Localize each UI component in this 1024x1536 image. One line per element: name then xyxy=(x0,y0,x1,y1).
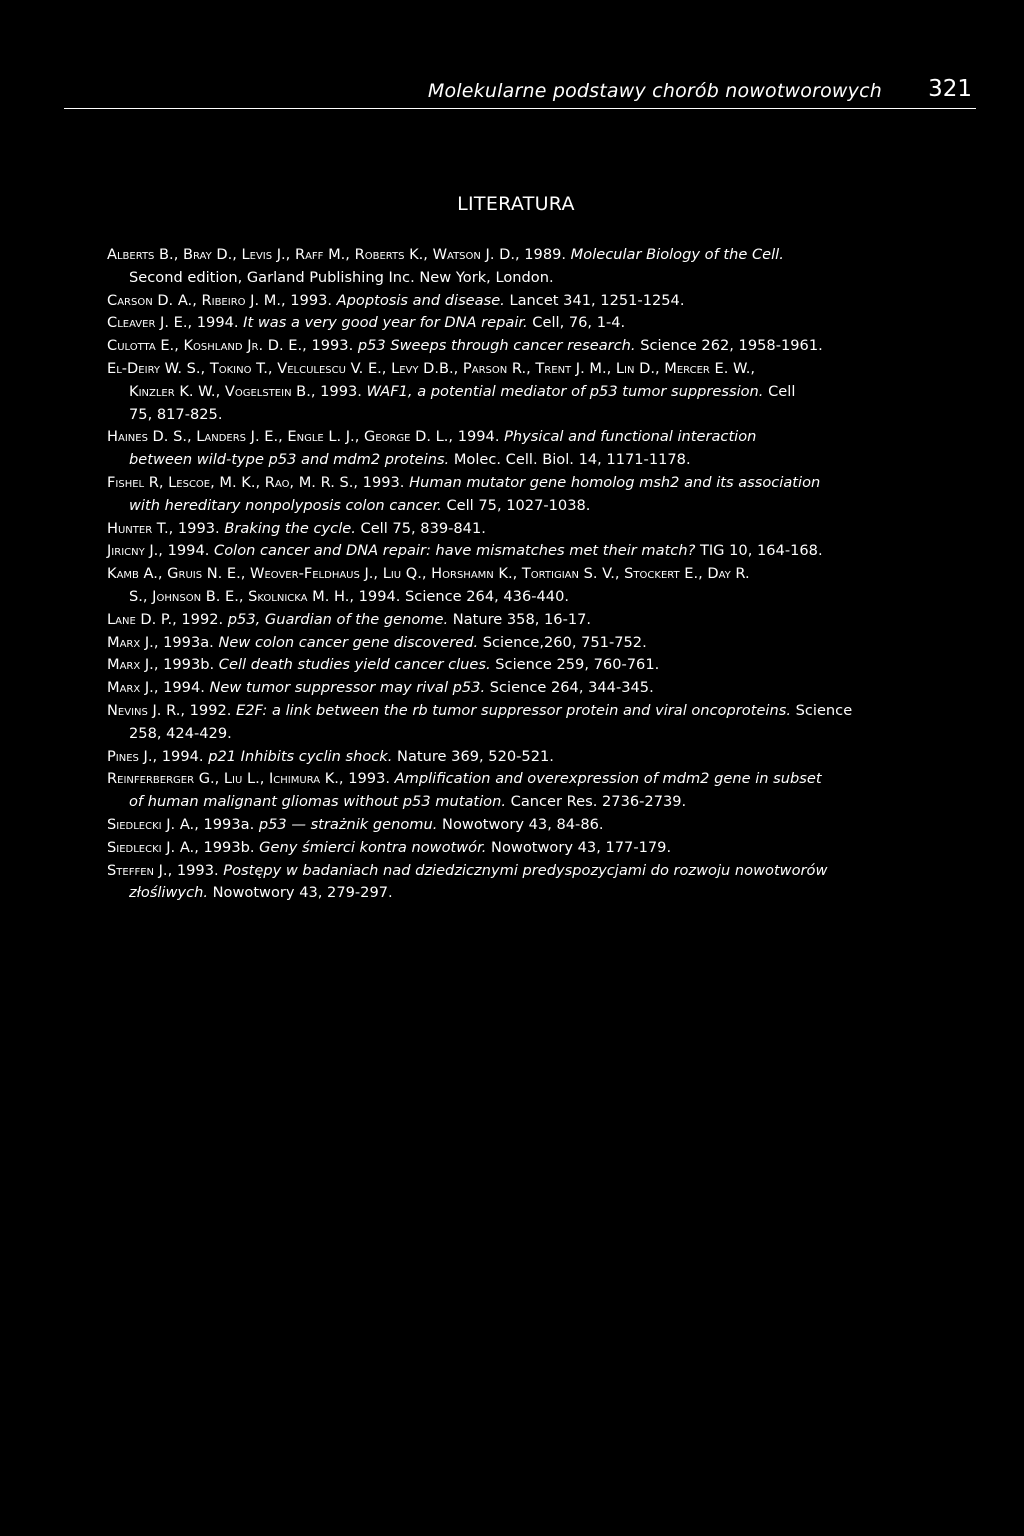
reference-title: p53 — strażnik genomu. xyxy=(258,815,438,833)
reference-authors: Nevins J. R., xyxy=(107,701,190,719)
reference-text: 1994. xyxy=(457,428,505,446)
reference-title: New tumor suppressor may rival p53. xyxy=(209,679,486,697)
reference-title: Physical and functional interaction xyxy=(504,428,757,446)
reference-text: Lancet 341, 1251-1254. xyxy=(504,291,685,309)
reference-text: Cell xyxy=(763,382,796,400)
reference-entry xyxy=(107,426,987,472)
reference-authors: Pines J., xyxy=(107,747,162,765)
reference-title: Molecular Biology of the Cell. xyxy=(570,246,784,263)
reference-text: 1993a. xyxy=(163,633,219,651)
reference-authors: El-Deiry W. S., Tokino T., Velculescu V. E., Levy D.B., Parson R., Trent J. M., Lin D., Mercer E. W., xyxy=(107,359,756,377)
reference-authors: Siedlecki J. A., xyxy=(107,838,204,856)
reference-text: Second edition, Garland Publishing Inc. New York, London. xyxy=(129,268,554,286)
reference-authors: Hunter T., xyxy=(107,519,178,537)
reference-text: Nature 358, 16-17. xyxy=(448,610,592,628)
reference-text: 75, 817-825. xyxy=(129,405,223,423)
page-number: 321 xyxy=(928,76,972,102)
reference-text: 1993. xyxy=(348,770,395,788)
reference-authors: Culotta E., Koshland Jr. D. E., xyxy=(107,337,312,355)
reference-text: Science 262, 1958-1961. xyxy=(635,337,823,355)
reference-entry xyxy=(107,358,987,426)
reference-entry xyxy=(107,563,987,609)
reference-authors: Marx J., xyxy=(107,633,164,651)
reference-text: 1994. xyxy=(196,314,244,332)
reference-title: Apoptosis and disease. xyxy=(336,291,505,309)
reference-text: 1992. xyxy=(181,610,228,628)
reference-title: Cell death studies yield cancer clues. xyxy=(218,656,491,674)
reference-title: between wild-type p53 and mdm2 proteins. xyxy=(129,451,450,469)
reference-authors: Marx J., xyxy=(107,679,164,697)
reference-authors: S., Johnson B. E., Skolnicka M. H., xyxy=(129,587,359,605)
reference-authors: Cleaver J. E., xyxy=(107,314,197,332)
reference-list xyxy=(107,244,987,905)
reference-title: WAF1, a potential mediator of p53 tumor suppression. xyxy=(366,382,764,400)
reference-text: Science 259, 760-761. xyxy=(490,656,660,674)
reference-authors: Carson D. A., Ribeiro J. M., xyxy=(107,291,291,309)
reference-authors: Jiricny J., xyxy=(107,542,168,560)
reference-title: E2F: a link between the rb tumor suppressor protein and viral oncoproteins. xyxy=(236,701,791,719)
reference-entry xyxy=(107,335,987,358)
reference-text: Nowotwory 43, 84-86. xyxy=(437,815,604,833)
reference-title: p53, Guardian of the genome. xyxy=(227,610,449,628)
reference-entry xyxy=(107,700,987,746)
reference-text: Cell, 76, 1-4. xyxy=(527,314,626,332)
reference-authors: Haines D. S., Landers J. E., Engle L. J., George D. L., xyxy=(107,428,458,446)
reference-authors: Kinzler K. W., Vogelstein B., xyxy=(129,382,321,400)
reference-text: Nature 369, 520-521. xyxy=(392,747,554,765)
reference-text: 1993a. xyxy=(203,815,259,833)
reference-authors: Siedlecki J. A., xyxy=(107,815,204,833)
reference-entry xyxy=(107,768,987,814)
reference-text: Cell 75, 1027-1038. xyxy=(441,496,591,514)
reference-title: p53 Sweeps through cancer research. xyxy=(357,337,636,355)
reference-text: Cancer Res. 2736-2739. xyxy=(506,793,687,811)
reference-text: 1993. xyxy=(362,473,410,491)
reference-entry xyxy=(107,677,987,700)
reference-authors: Fishel R, Lescoe, M. K., Rao, M. R. S., xyxy=(107,473,363,491)
reference-text: TIG 10, 164-168. xyxy=(695,542,823,560)
reference-entry xyxy=(107,472,987,518)
reference-title: p21 Inhibits cyclin shock. xyxy=(208,747,393,765)
reference-text: 1993b. xyxy=(163,656,219,674)
reference-title: It was a very good year for DNA repair. xyxy=(243,314,528,332)
reference-title: Postępy w badaniach nad dziedzicznymi predyspozycjami do rozwoju nowotworów xyxy=(223,861,828,879)
reference-text: 1992. xyxy=(189,701,237,719)
reference-text: 1989. xyxy=(524,246,571,263)
section-title: LITERATURA xyxy=(457,193,575,215)
running-header xyxy=(64,72,976,109)
reference-authors: Marx J., xyxy=(107,656,164,674)
running-title: Molekularne podstawy chorób nowotworowych xyxy=(427,80,882,102)
reference-entry xyxy=(107,518,987,541)
reference-entry xyxy=(107,312,987,335)
reference-entry xyxy=(107,244,987,290)
reference-text: 1993. xyxy=(290,291,337,309)
reference-title: with hereditary nonpolyposis colon cancer. xyxy=(129,496,442,514)
reference-text: 1994. xyxy=(163,679,210,697)
reference-text: 1994. xyxy=(167,542,215,560)
reference-title: Human mutator gene homolog msh2 and its association xyxy=(409,473,821,491)
reference-title: Geny śmierci kontra nowotwór. xyxy=(259,838,487,856)
reference-text: 1993. xyxy=(311,337,358,355)
reference-text: 1994. Science 264, 436-440. xyxy=(358,587,570,605)
reference-text: 1993b. xyxy=(203,838,260,856)
reference-entry xyxy=(107,540,987,563)
reference-text: Nowotwory 43, 177-179. xyxy=(486,838,672,856)
reference-entry xyxy=(107,290,987,313)
reference-entry xyxy=(107,609,987,632)
reference-text: Nowotwory 43, 279-297. xyxy=(207,884,393,902)
reference-entry xyxy=(107,814,987,837)
reference-text: 1994. xyxy=(161,747,209,765)
reference-entry xyxy=(107,654,987,677)
reference-text: 1993. xyxy=(177,519,225,537)
reference-authors: Alberts B., Bray D., Levis J., Raff M., Roberts K., Watson J. D., xyxy=(107,246,525,263)
reference-title: złośliwych. xyxy=(129,884,208,902)
reference-text: Science 264, 344-345. xyxy=(485,679,654,697)
reference-authors: Kamb A., Gruis N. E., Weover-Feldhaus J., Liu Q., Horshamn K., Tortigian S. V., Stockert E., Day R. xyxy=(107,565,750,583)
reference-text: Cell 75, 839-841. xyxy=(355,519,486,537)
reference-authors: Steffen J., xyxy=(107,861,177,879)
reference-title: New colon cancer gene discovered. xyxy=(218,633,479,651)
reference-authors: Lane D. P., xyxy=(107,610,182,628)
reference-title: of human malignant gliomas without p53 mutation. xyxy=(129,793,506,811)
reference-entry xyxy=(107,860,987,906)
reference-entry xyxy=(107,837,987,860)
reference-authors: Reinferberger G., Liu L., Ichimura K., xyxy=(107,770,349,788)
reference-title: Colon cancer and DNA repair: have mismatches met their match? xyxy=(214,542,696,560)
reference-text: 1993. xyxy=(320,382,367,400)
reference-text: Molec. Cell. Biol. 14, 1171-1178. xyxy=(449,451,691,469)
reference-title: Amplification and overexpression of mdm2 gene in subset xyxy=(394,770,822,788)
reference-text: Science xyxy=(790,701,853,719)
reference-entry xyxy=(107,632,987,655)
reference-entry xyxy=(107,746,987,769)
reference-text: 1993. xyxy=(176,861,224,879)
reference-text: 258, 424-429. xyxy=(129,724,232,742)
reference-text: Science,260, 751-752. xyxy=(478,633,647,651)
reference-title: Braking the cycle. xyxy=(224,519,356,537)
